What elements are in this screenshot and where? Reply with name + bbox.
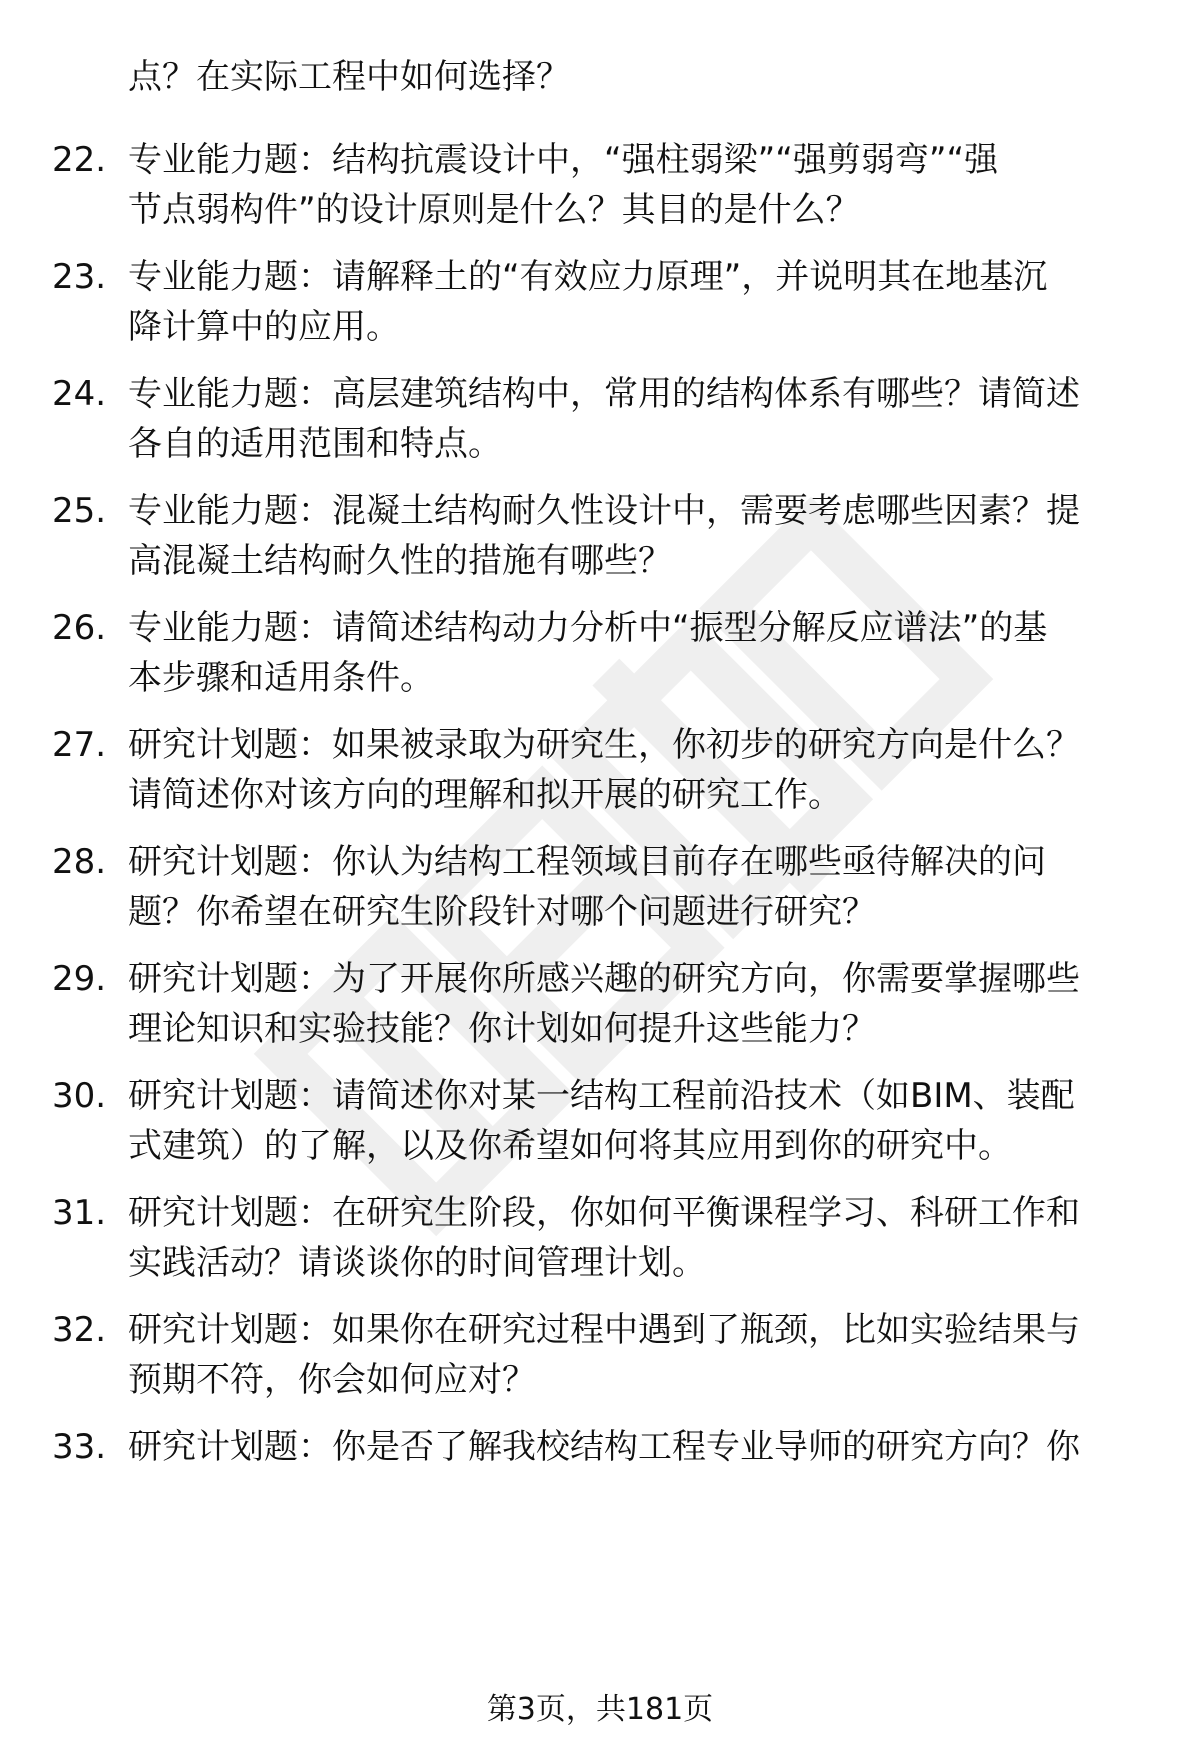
item-text-line2: 理论知识和实验技能？你计划如何提升这些能力？: [128, 1009, 876, 1049]
item-text-line2: 请简述你对该方向的理解和拟开展的研究工作。: [128, 775, 842, 815]
item-text-line1: 专业能力题：高层建筑结构中，常用的结构体系有哪些？请简述: [128, 374, 1080, 414]
item-text-line2: 题？你希望在研究生阶段针对哪个问题进行研究？: [128, 892, 876, 932]
item-text-line1: 研究计划题：在研究生阶段，你如何平衡课程学习、科研工作和: [128, 1193, 1080, 1233]
item-text-line2: 本步骤和适用条件。: [128, 658, 434, 698]
item-text-line1: 研究计划题：为了开展你所感兴趣的研究方向，你需要掌握哪些: [128, 959, 1080, 999]
item-text-line1: 研究计划题：你认为结构工程领域目前存在哪些亟待解决的问: [128, 842, 1046, 882]
page-footer: [0, 1690, 1200, 1730]
item-text-line1: 专业能力题：结构抗震设计中，“强柱弱梁”“强剪弱弯”“强: [128, 140, 999, 180]
item-text-line2: 降计算中的应用。: [128, 307, 400, 347]
item-text-line2: 各自的适用范围和特点。: [128, 424, 502, 464]
item-number: 24.: [52, 374, 107, 414]
item-text-line2: 式建筑）的了解，以及你希望如何将其应用到你的研究中。: [128, 1126, 1012, 1166]
item-number: 28.: [52, 842, 107, 882]
item-text-line1: 专业能力题：混凝土结构耐久性设计中，需要考虑哪些因素？提: [128, 491, 1080, 531]
item-number: 30.: [52, 1076, 107, 1116]
item-text-line2: 实践活动？请谈谈你的时间管理计划。: [128, 1243, 706, 1283]
item-number: 29.: [52, 959, 107, 999]
item-number: 26.: [52, 608, 107, 648]
item-number: 23.: [52, 257, 107, 297]
continuation-line: 点？在实际工程中如何选择？: [128, 57, 570, 97]
item-text-line1: 专业能力题：请解释土的“有效应力原理”，并说明其在地基沉: [128, 257, 1048, 297]
item-text-line1: 研究计划题：你是否了解我校结构工程专业导师的研究方向？你: [128, 1427, 1080, 1467]
item-text-line2: 预期不符，你会如何应对？: [128, 1360, 536, 1400]
item-text-line2: 高混凝土结构耐久性的措施有哪些？: [128, 541, 672, 581]
item-text-line2: 节点弱构件”的设计原则是什么？其目的是什么？: [128, 190, 860, 230]
item-text-line1: 专业能力题：请简述结构动力分析中“振型分解反应谱法”的基: [128, 608, 1048, 648]
item-number: 32.: [52, 1310, 107, 1350]
item-number: 22.: [52, 140, 107, 180]
item-number: 33.: [52, 1427, 107, 1467]
page-number-label: 第3页，共181页: [486, 1692, 714, 1727]
item-number: 31.: [52, 1193, 107, 1233]
item-text-line1: 研究计划题：请简述你对某一结构工程前沿技术（如BIM、装配: [128, 1076, 1075, 1116]
item-number: 27.: [52, 725, 107, 765]
item-text-line1: 研究计划题：如果被录取为研究生，你初步的研究方向是什么？: [128, 725, 1080, 765]
item-text-line1: 研究计划题：如果你在研究过程中遇到了瓶颈，比如实验结果与: [128, 1310, 1080, 1350]
item-number: 25.: [52, 491, 107, 531]
